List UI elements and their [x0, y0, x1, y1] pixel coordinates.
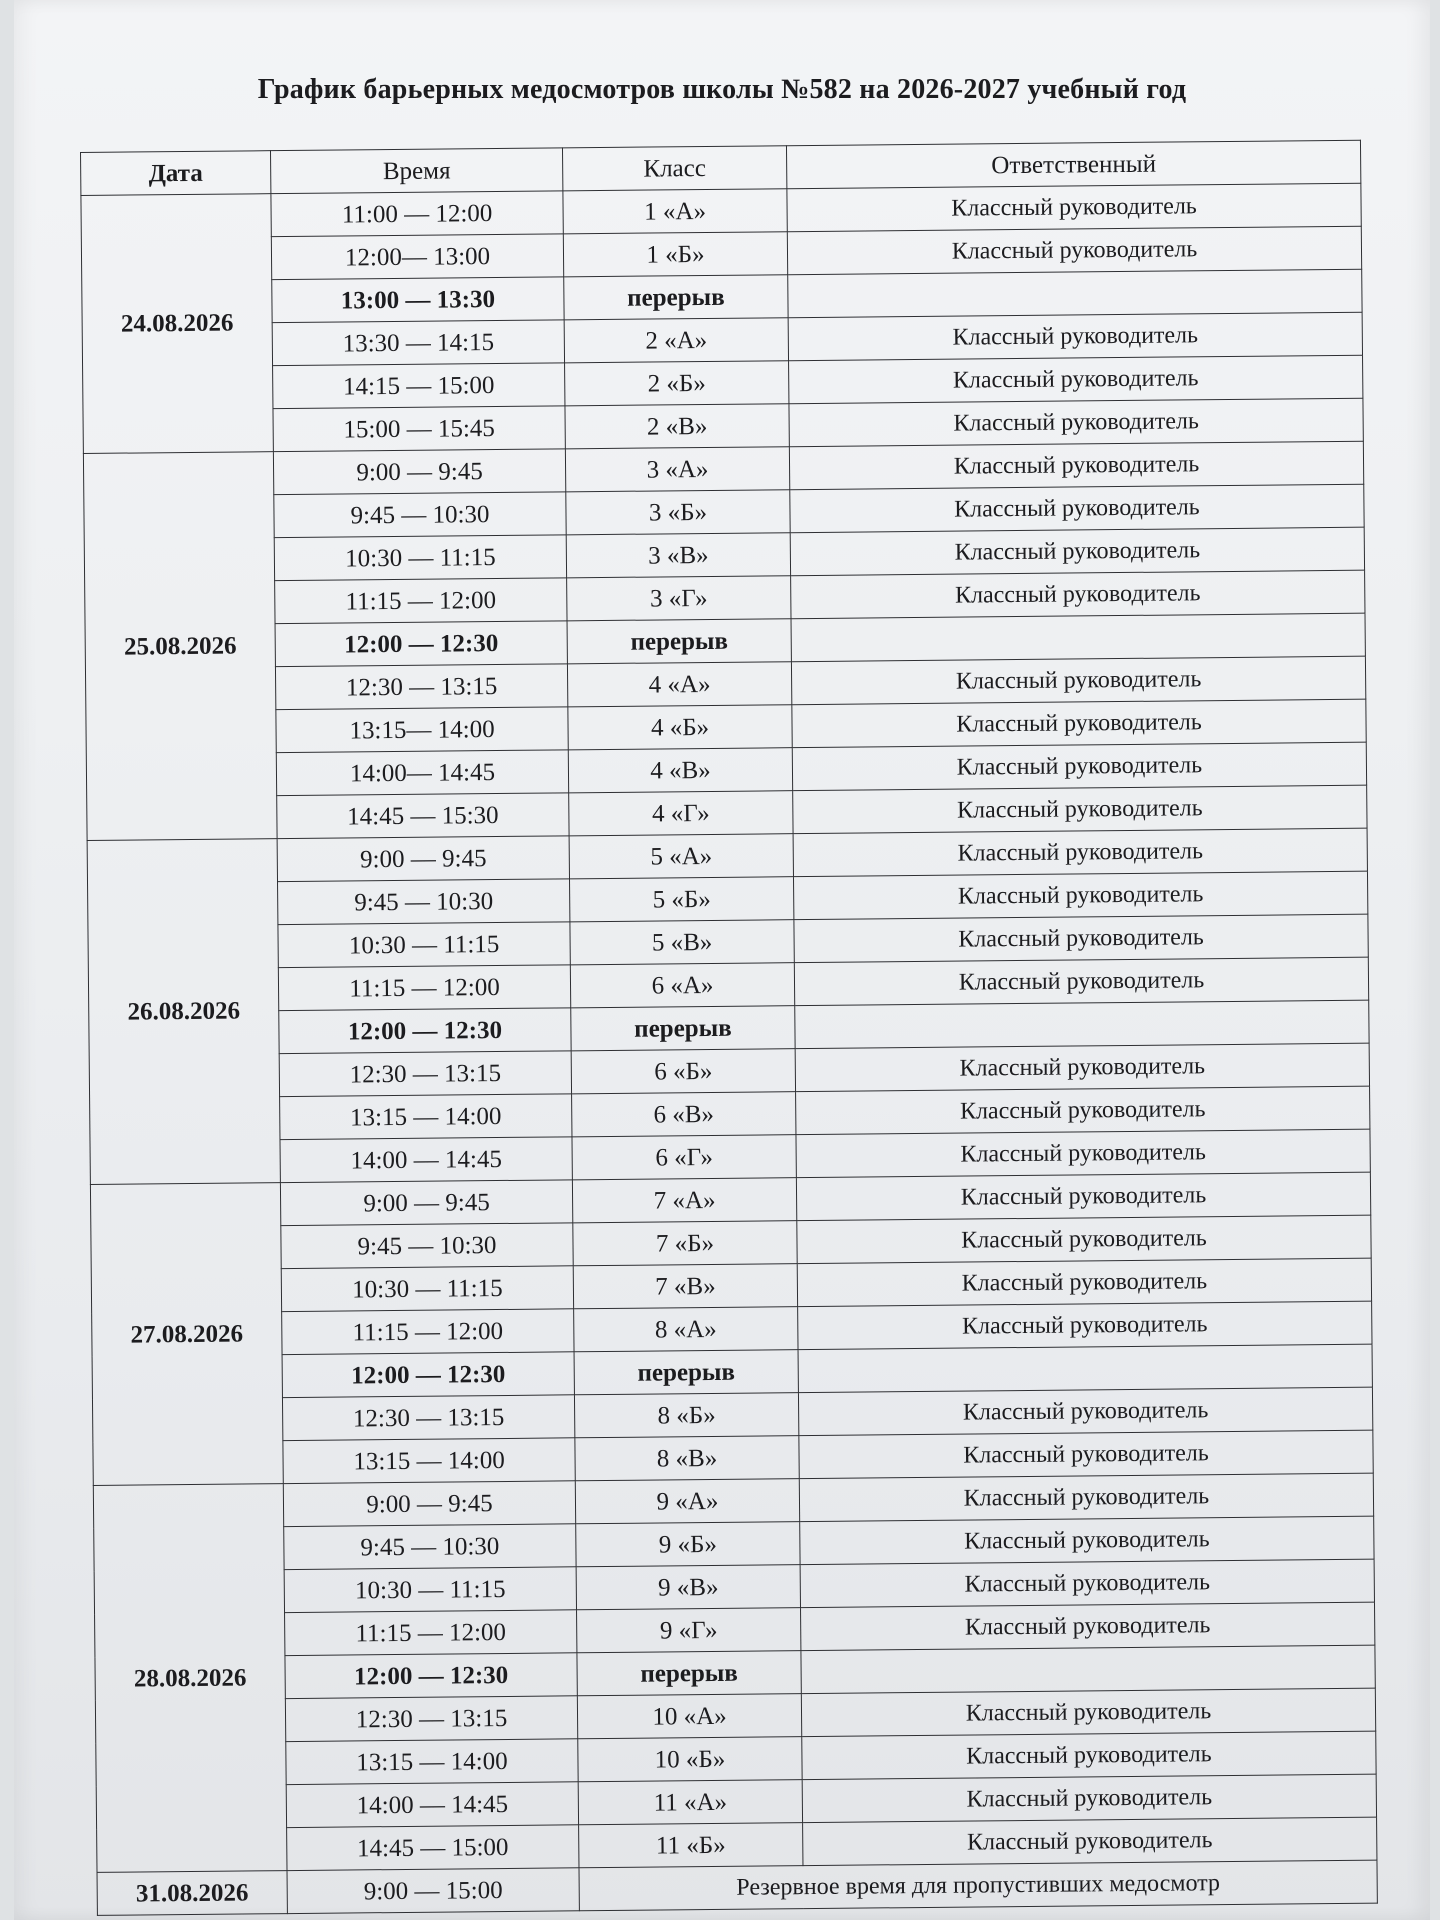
reserve-note-cell: Резервное время для пропустивших медосмотр: [579, 1860, 1377, 1911]
time-cell: 9:00 — 9:45: [277, 836, 569, 882]
time-cell: 11:00 — 12:00: [271, 191, 563, 237]
responsible-cell: Классный руководитель: [789, 355, 1363, 404]
date-cell: 24.08.2026: [81, 194, 273, 454]
responsible-cell: Классный руководитель: [790, 527, 1364, 576]
time-cell: 9:00 — 9:45: [283, 1481, 575, 1527]
time-cell: 14:00— 14:45: [276, 750, 568, 796]
time-cell: 10:30 — 11:15: [284, 1567, 576, 1613]
time-cell: 12:00 — 12:30: [285, 1653, 577, 1699]
time-cell: 15:00 — 15:45: [273, 406, 565, 452]
responsible-cell: Классный руководитель: [796, 1086, 1370, 1135]
class-cell: 4 «Г»: [569, 791, 793, 836]
responsible-cell: Классный руководитель: [801, 1688, 1375, 1737]
time-cell: 12:00— 13:00: [271, 234, 563, 280]
responsible-cell: Классный руководитель: [793, 871, 1367, 920]
break-label-cell: перерыв: [571, 1006, 795, 1051]
responsible-cell: [801, 1645, 1375, 1694]
class-cell: 3 «Г»: [567, 576, 791, 621]
time-cell: 9:45 — 10:30: [274, 492, 566, 538]
header-responsible: Ответственный: [786, 140, 1360, 189]
responsible-cell: Классный руководитель: [792, 699, 1366, 748]
time-cell: 9:00 — 9:45: [280, 1180, 572, 1226]
responsible-cell: [798, 1344, 1372, 1393]
class-cell: 7 «Б»: [573, 1221, 797, 1266]
time-cell: 10:30 — 11:15: [281, 1266, 573, 1312]
time-cell: 13:15 — 14:00: [280, 1094, 572, 1140]
responsible-cell: Классный руководитель: [801, 1602, 1375, 1651]
class-cell: 6 «А»: [570, 963, 794, 1008]
time-cell: 11:15 — 12:00: [285, 1610, 577, 1656]
header-class: Класс: [562, 146, 786, 191]
time-cell: 12:30 — 13:15: [275, 664, 567, 710]
class-cell: 6 «В»: [572, 1092, 796, 1137]
class-cell: 8 «В»: [575, 1436, 799, 1481]
class-cell: 5 «Б»: [569, 877, 793, 922]
class-cell: 10 «Б»: [578, 1737, 802, 1782]
responsible-cell: Классный руководитель: [791, 570, 1365, 619]
class-cell: 2 «А»: [564, 318, 788, 363]
time-cell: 14:45 — 15:00: [287, 1825, 579, 1871]
time-cell: 12:30 — 13:15: [279, 1051, 571, 1097]
class-cell: 8 «А»: [574, 1307, 798, 1352]
class-cell: 1 «А»: [563, 189, 787, 234]
responsible-cell: Классный руководитель: [800, 1559, 1374, 1608]
time-cell: 13:15— 14:00: [276, 707, 568, 753]
responsible-cell: Классный руководитель: [802, 1731, 1376, 1780]
class-cell: 10 «А»: [577, 1694, 801, 1739]
responsible-cell: Классный руководитель: [799, 1430, 1373, 1479]
class-cell: 11 «Б»: [579, 1823, 803, 1868]
responsible-cell: Классный руководитель: [797, 1215, 1371, 1264]
class-cell: 4 «Б»: [568, 705, 792, 750]
responsible-cell: Классный руководитель: [789, 441, 1363, 490]
date-cell: 27.08.2026: [90, 1183, 283, 1486]
class-cell: 2 «В»: [565, 404, 789, 449]
time-cell: 9:45 — 10:30: [278, 879, 570, 925]
date-cell: 25.08.2026: [83, 452, 277, 841]
time-cell: 10:30 — 11:15: [274, 535, 566, 581]
time-cell: 14:00 — 14:45: [280, 1137, 572, 1183]
responsible-cell: Классный руководитель: [787, 226, 1361, 275]
class-cell: 4 «В»: [568, 748, 792, 793]
time-cell: 14:15 — 15:00: [273, 363, 565, 409]
responsible-cell: Классный руководитель: [789, 398, 1363, 447]
responsible-cell: Классный руководитель: [795, 1043, 1369, 1092]
responsible-cell: Классный руководитель: [788, 312, 1362, 361]
class-cell: 9 «Б»: [576, 1522, 800, 1567]
time-cell: 12:00 — 12:30: [282, 1352, 574, 1398]
time-cell: 11:15 — 12:00: [278, 965, 570, 1011]
class-cell: 11 «А»: [578, 1780, 802, 1825]
responsible-cell: [788, 269, 1362, 318]
header-date: Дата: [81, 151, 271, 196]
class-cell: 1 «Б»: [563, 232, 787, 277]
responsible-cell: Классный руководитель: [793, 828, 1367, 877]
time-cell: 12:00 — 12:30: [275, 621, 567, 667]
responsible-cell: Классный руководитель: [796, 1172, 1370, 1221]
time-cell: 14:00 — 14:45: [286, 1782, 578, 1828]
time-cell: 13:00 — 13:30: [272, 277, 564, 323]
class-cell: 5 «В»: [570, 920, 794, 965]
time-cell: 12:00 — 12:30: [279, 1008, 571, 1054]
time-cell: 11:15 — 12:00: [282, 1309, 574, 1355]
time-cell: 12:30 — 13:15: [285, 1696, 577, 1742]
schedule-table: [80, 140, 1378, 1916]
class-cell: 4 «А»: [567, 662, 791, 707]
time-cell: 13:30 — 14:15: [272, 320, 564, 366]
schedule-table-wrapper: [80, 140, 1377, 1916]
date-cell: 31.08.2026: [97, 1871, 287, 1916]
class-cell: 6 «Г»: [572, 1135, 796, 1180]
break-label-cell: перерыв: [564, 275, 788, 320]
document-title: График барьерных медосмотров школы №582 на 2026-2027 учебный год: [257, 74, 1187, 105]
class-cell: 3 «В»: [566, 533, 790, 578]
time-cell: 12:30 — 13:15: [282, 1395, 574, 1441]
class-cell: 5 «А»: [569, 834, 793, 879]
responsible-cell: Классный руководитель: [794, 914, 1368, 963]
class-cell: 2 «Б»: [565, 361, 789, 406]
schedule-body: [81, 183, 1377, 1915]
class-cell: 9 «Г»: [577, 1608, 801, 1653]
responsible-cell: Классный руководитель: [798, 1301, 1372, 1350]
class-cell: 7 «А»: [572, 1178, 796, 1223]
responsible-cell: [791, 613, 1365, 662]
responsible-cell: Классный руководитель: [787, 183, 1361, 232]
time-cell: 9:00 — 15:00: [287, 1868, 579, 1914]
date-cell: 28.08.2026: [93, 1484, 287, 1873]
class-cell: 9 «В»: [576, 1565, 800, 1610]
time-cell: 10:30 — 11:15: [278, 922, 570, 968]
time-cell: 13:15 — 14:00: [286, 1739, 578, 1785]
time-cell: 9:00 — 9:45: [273, 449, 565, 495]
responsible-cell: Классный руководитель: [793, 785, 1367, 834]
class-cell: 9 «А»: [575, 1479, 799, 1524]
responsible-cell: Классный руководитель: [800, 1516, 1374, 1565]
responsible-cell: Классный руководитель: [790, 484, 1364, 533]
responsible-cell: Классный руководитель: [791, 656, 1365, 705]
paper-sheet: [14, 0, 1430, 1920]
class-cell: 7 «В»: [573, 1264, 797, 1309]
responsible-cell: Классный руководитель: [797, 1258, 1371, 1307]
responsible-cell: Классный руководитель: [798, 1387, 1372, 1436]
responsible-cell: [795, 1000, 1369, 1049]
time-cell: 14:45 — 15:30: [277, 793, 569, 839]
time-cell: 9:45 — 10:30: [281, 1223, 573, 1269]
responsible-cell: Классный руководитель: [796, 1129, 1370, 1178]
responsible-cell: Классный руководитель: [792, 742, 1366, 791]
break-label-cell: перерыв: [567, 619, 791, 664]
class-cell: 6 «Б»: [571, 1049, 795, 1094]
date-cell: 26.08.2026: [87, 839, 280, 1185]
responsible-cell: Классный руководитель: [802, 1774, 1376, 1823]
class-cell: 3 «А»: [565, 447, 789, 492]
class-cell: 3 «Б»: [566, 490, 790, 535]
responsible-cell: Классный руководитель: [799, 1473, 1373, 1522]
responsible-cell: Классный руководитель: [803, 1817, 1377, 1866]
header-time: Время: [270, 148, 562, 194]
time-cell: 11:15 — 12:00: [275, 578, 567, 624]
class-cell: 8 «Б»: [574, 1393, 798, 1438]
responsible-cell: Классный руководитель: [794, 957, 1368, 1006]
time-cell: 13:15 — 14:00: [283, 1438, 575, 1484]
time-cell: 9:45 — 10:30: [284, 1524, 576, 1570]
break-label-cell: перерыв: [577, 1651, 801, 1696]
break-label-cell: перерыв: [574, 1350, 798, 1395]
